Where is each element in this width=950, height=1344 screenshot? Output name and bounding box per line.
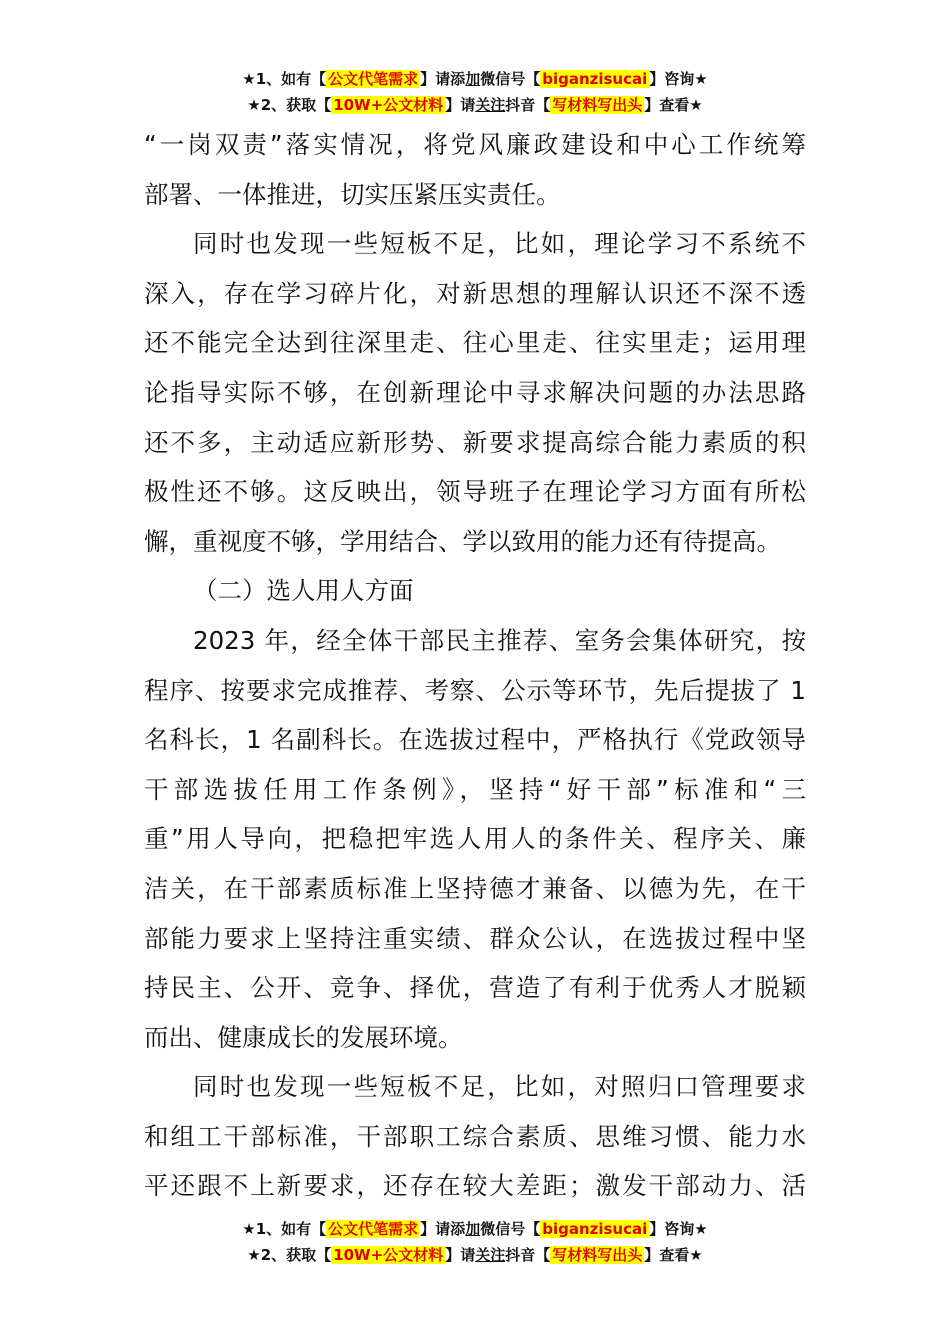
banner-line-1 xyxy=(0,66,950,92)
text-line: 洁关，在干部素质标准上坚持德才兼备、以德为先，在干 xyxy=(144,873,806,903)
text-line: 部署、一体推进，切实压紧压实责任。 xyxy=(144,179,561,209)
banner-text: ★2、获取【 xyxy=(247,96,332,114)
banner-text: 】请添 xyxy=(420,70,466,88)
banner-text: 】咨询★ xyxy=(649,70,708,88)
text-line: 深入，存在学习碎片化，对新思想的理解认识还不深不透 xyxy=(144,278,806,308)
banner-text: 】请添 xyxy=(420,1220,466,1238)
banner-text: 】咨询★ xyxy=(649,1220,708,1238)
banner-line-2 xyxy=(0,1242,950,1268)
header-banner xyxy=(0,66,950,118)
banner-text: ★2、获取【 xyxy=(247,1246,332,1264)
text-line: 和组工干部标准，干部职工综合素质、思维习惯、能力水 xyxy=(144,1121,806,1151)
highlight-wechat-id: biganzisucai xyxy=(542,70,648,88)
banner-line-2 xyxy=(0,92,950,118)
banner-text: 】请 xyxy=(445,96,476,114)
banner-text: ★1、如有【 xyxy=(242,1220,327,1238)
text-line: 懈，重视度不够，学用结合、学以致用的能力还有待提高。 xyxy=(144,526,781,556)
banner-text: 关注 xyxy=(475,96,506,114)
banner-line-1 xyxy=(0,1216,950,1242)
section-heading: （二）选人用人方面 xyxy=(193,576,414,606)
banner-text: 加 xyxy=(465,70,481,88)
document-body xyxy=(144,120,806,1211)
text-line: 同时也发现一些短板不足，比如，理论学习不系统不 xyxy=(193,229,806,259)
footer-banner xyxy=(0,1216,950,1268)
text-line: 部能力要求上坚持注重实绩、群众公认，在选拔过程中坚 xyxy=(144,923,806,953)
text-line: 而出、健康成长的发展环境。 xyxy=(144,1022,463,1052)
highlight-douyin: 写材料写出头 xyxy=(552,96,643,114)
text-line: 程序、按要求完成推荐、考察、公示等环节，先后提拔了 1 xyxy=(144,675,806,705)
text-line: 名科长，1 名副科长。在选拔过程中，严格执行《党政领导 xyxy=(144,725,806,755)
highlight-materials: 10W+公文材料 xyxy=(333,1246,444,1264)
highlight-materials: 10W+公文材料 xyxy=(333,96,444,114)
text-line: 平还跟不上新要求，还存在较大差距；激发干部动力、活 xyxy=(144,1171,806,1201)
banner-text: 微信号【 xyxy=(480,70,541,88)
text-line: 干部选拔任用工作条例》，坚持“好干部”标准和“三 xyxy=(144,774,806,804)
highlight-wechat-id: biganzisucai xyxy=(542,1220,648,1238)
banner-text: 抖音【 xyxy=(505,96,551,114)
text-line: 重”用人导向，把稳把牢选人用人的条件关、程序关、廉 xyxy=(144,824,806,854)
text-line: 还不多，主动适应新形势、新要求提高综合能力素质的积 xyxy=(144,427,806,457)
banner-text: 】查看★ xyxy=(644,1246,703,1264)
text-line: “一岗双责”落实情况，将党风廉政建设和中心工作统筹 xyxy=(144,130,806,159)
text-line: 论指导实际不够，在创新理论中寻求解决问题的办法思路 xyxy=(144,377,806,407)
banner-text: 加 xyxy=(465,1220,481,1238)
text-line: 还不能完全达到往深里走、往心里走、往实里走；运用理 xyxy=(144,328,806,358)
highlight-service: 公文代笔需求 xyxy=(328,1220,419,1238)
text-line: 2023 年，经全体干部民主推荐、室务会集体研究，按 xyxy=(193,625,806,655)
banner-text: 】请 xyxy=(445,1246,476,1264)
banner-text: 关注 xyxy=(475,1246,506,1264)
text-line: 同时也发现一些短板不足，比如，对照归口管理要求 xyxy=(193,1072,806,1102)
banner-text: 】查看★ xyxy=(644,96,703,114)
banner-text: 微信号【 xyxy=(480,1220,541,1238)
text-line: 极性还不够。这反映出，领导班子在理论学习方面有所松 xyxy=(144,477,806,507)
text-line: 持民主、公开、竞争、择优，营造了有利于优秀人才脱颖 xyxy=(144,973,806,1003)
highlight-service: 公文代笔需求 xyxy=(328,70,419,88)
banner-text: 抖音【 xyxy=(505,1246,551,1264)
banner-text: ★1、如有【 xyxy=(242,70,327,88)
highlight-douyin: 写材料写出头 xyxy=(552,1246,643,1264)
